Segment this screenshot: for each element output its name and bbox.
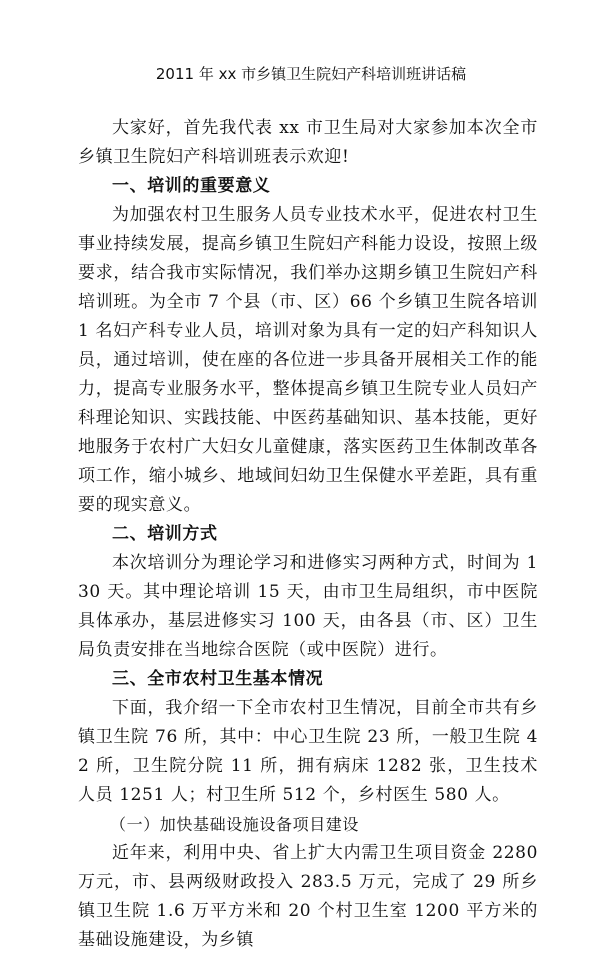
section-2-paragraph: 本次培训分为理论学习和进修实习两种方式，时间为 130 天。其中理论培训 15 天，由市卫生局组织，市中医院具体承办，基层进修实习 100 天，由各县（市、区）卫生局负责安排在当地综合医院（或中医院）进行。 <box>78 553 538 660</box>
document-title: 2011 年 xx 市乡镇卫生院妇产科培训班讲话稿 <box>155 65 467 83</box>
subsection-1-heading: （一）加快基础设施设备项目建设 <box>110 815 360 834</box>
section-3-heading: 三、全市农村卫生基本情况 <box>112 669 324 689</box>
section-1-paragraph: 为加强农村卫生服务人员专业技术水平，促进农村卫生事业持续发展，提高乡镇卫生院妇产科能力设设，按照上级要求，结合我市实际情况，我们举办这期乡镇卫生院妇产科培训班。为全市 7 个县（市、区）66 个乡镇卫生院各培训 1 名妇产科专业人员，培训对象为具有一定的妇产科知识人员，通过培训，使在座的各位进一步具备开展相关工作的能力，提高专业服务水平，整体提高乡镇卫生院专业人员妇产科理论知识、实践技能、中医药基础知识、基本技能，更好地服务于农村广大妇女儿童健康，落实医药卫生体制改革各项工作，缩小城乡、地域间妇幼卫生保健水平差距，具有重要的现实意义。 <box>78 205 538 515</box>
intro-paragraph: 大家好，首先我代表 xx 市卫生局对大家参加本次全市乡镇卫生院妇产科培训班表示欢迎! <box>78 118 538 167</box>
section-2-heading: 二、培训方式 <box>112 524 218 544</box>
subsection-1-paragraph: 近年来，利用中央、省上扩大内需卫生项目资金 2280 万元，市、县两级财政投入 283.5 万元，完成了 29 所乡镇卫生院 1.6 万平方米和 20 个村卫生室 1200 平方米的基础设施建设，为乡镇 <box>78 843 538 950</box>
section-3-paragraph: 下面，我介绍一下全市农村卫生情况，目前全市共有乡镇卫生院 76 所，其中：中心卫生院 23 所，一般卫生院 42 所，卫生院分院 11 所，拥有病床 1282 张，卫生技术人员 1251 人；村卫生所 512 个，乡村医生 580 人。 <box>78 698 538 805</box>
section-1-heading: 一、培训的重要意义 <box>112 176 271 196</box>
